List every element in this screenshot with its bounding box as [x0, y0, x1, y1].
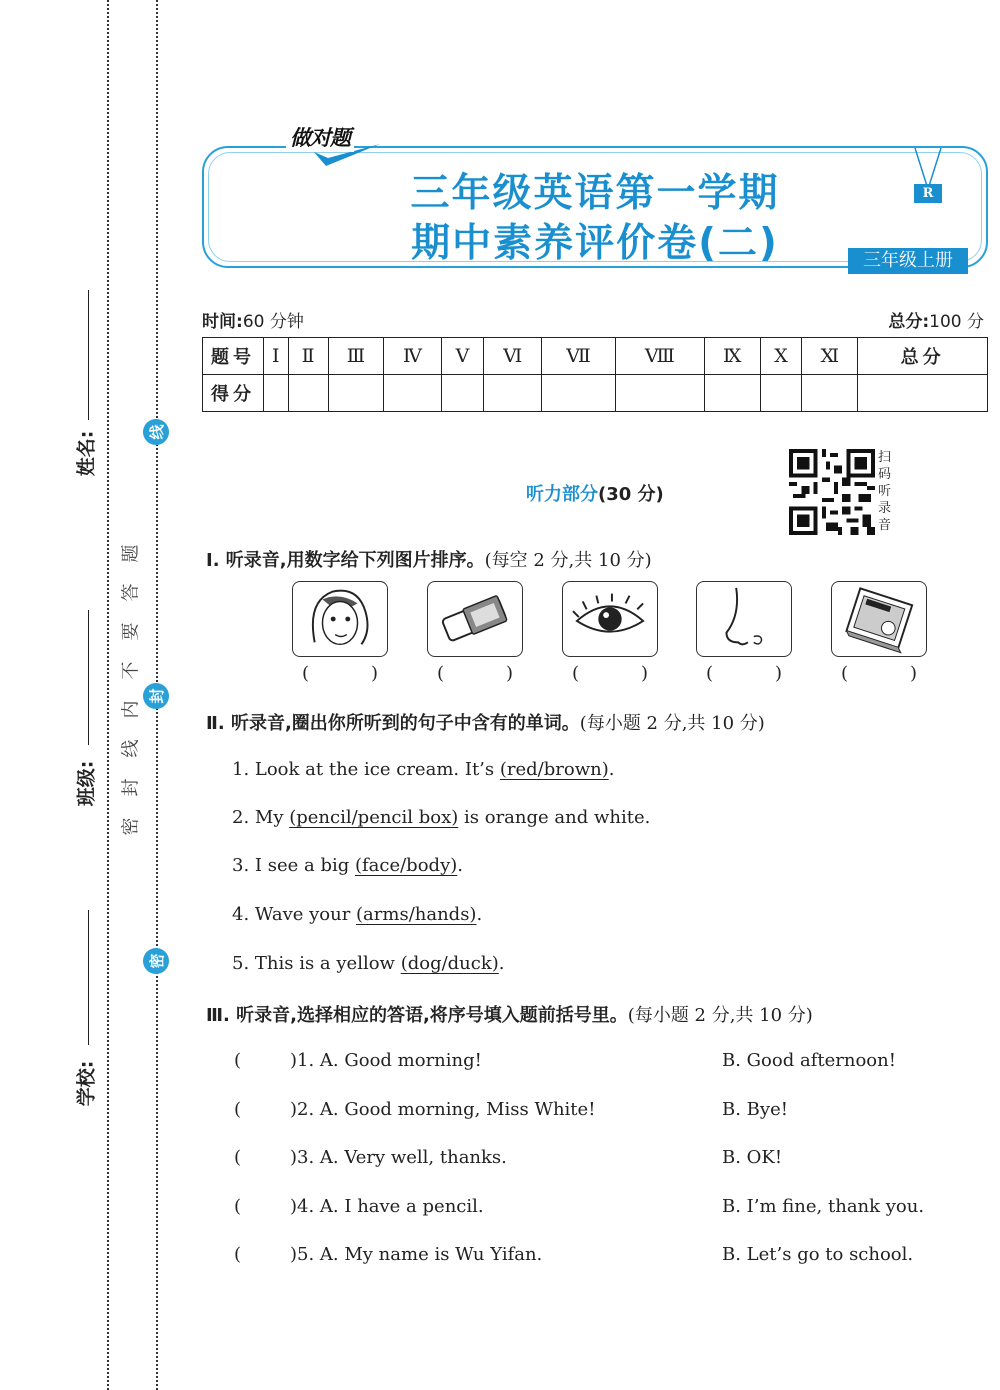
answer-paren[interactable]: ( [234, 1099, 242, 1120]
page-title-line1: 三年级英语第一学期 [410, 171, 780, 216]
score-cell[interactable] [441, 375, 483, 412]
col-10: Ⅹ [760, 338, 802, 375]
q2-item: 3. I see a big (face/body). [232, 855, 463, 876]
class-field [60, 610, 110, 807]
score-cell[interactable] [384, 375, 442, 412]
seal-seal-badge: 封 [143, 683, 169, 709]
school-label: 学校: [75, 1060, 98, 1107]
word-choice[interactable]: (pencil/pencil box) [289, 807, 459, 828]
option-a: )4. A. I have a pencil. [290, 1196, 484, 1217]
col-4: Ⅳ [384, 338, 442, 375]
q2-heading [206, 709, 765, 735]
q2-points-note: (每小题 2 分,共 10 分) [579, 713, 765, 734]
seal-secret-badge: 密 [143, 948, 169, 974]
answer-paren[interactable]: ( [234, 1196, 242, 1217]
time-label: 时间: [202, 312, 243, 332]
col-7: Ⅶ [542, 338, 616, 375]
name-blank[interactable] [88, 290, 89, 420]
col-1: Ⅰ [264, 338, 289, 375]
score-cell[interactable] [264, 375, 289, 412]
listening-section-title [526, 480, 664, 506]
q3-points-note: (每小题 2 分,共 10 分) [627, 1005, 813, 1026]
word-choice[interactable]: (face/body) [354, 855, 458, 876]
time-value: 60 分钟 [242, 312, 304, 332]
question-number-label: 题号 [203, 338, 264, 375]
answer-paren[interactable]: ( [234, 1147, 242, 1168]
qr-note-char: 音 [878, 518, 892, 533]
option-b: B. I’m fine, thank you. [722, 1196, 925, 1217]
col-8: Ⅷ [615, 338, 704, 375]
binding-note-char: 内 [120, 700, 142, 719]
banner-tag: 做对题 [286, 122, 354, 152]
score-table-score-row [203, 375, 988, 412]
option-a: )1. A. Good morning! [290, 1050, 482, 1071]
school-blank[interactable] [88, 910, 89, 1045]
school-field [60, 910, 110, 1107]
qr-scan-note [878, 449, 896, 534]
q1-heading [206, 546, 652, 572]
name-label: 姓名: [75, 430, 98, 477]
answer-paren[interactable]: ( [234, 1244, 242, 1265]
answer-blank[interactable]: ( ) [706, 663, 782, 684]
score-cell[interactable] [760, 375, 802, 412]
total-value: 100 分 [929, 312, 984, 332]
class-blank[interactable] [88, 610, 89, 745]
col-2: Ⅱ [288, 338, 328, 375]
option-b: B. Let’s go to school. [722, 1244, 914, 1265]
seal-line-badge: 线 [143, 419, 169, 445]
binding-note-char: 要 [120, 622, 142, 641]
qr-note-char: 听 [878, 484, 892, 499]
page-title-line2: 期中素养评价卷(二) [411, 221, 779, 266]
option-a: )3. A. Very well, thanks. [290, 1147, 507, 1168]
book-icon [831, 581, 927, 657]
q1-picture-row [292, 581, 928, 684]
score-cell[interactable] [615, 375, 704, 412]
score-table-header-row [203, 338, 988, 375]
total-label: 总分: [888, 312, 930, 332]
q3-heading-text: Ⅲ. 听录音,选择相应的答语,将序号填入题前括号里。 [206, 1005, 628, 1026]
total-info [888, 307, 984, 332]
score-cell[interactable] [542, 375, 616, 412]
col-6: Ⅵ [484, 338, 542, 375]
binding-note-char: 密 [120, 817, 142, 836]
binding-note-char: 不 [120, 661, 142, 680]
face-icon [292, 581, 388, 657]
score-cell[interactable] [484, 375, 542, 412]
q2-heading-text: Ⅱ. 听录音,圈出你所听到的句子中含有的单词。 [206, 713, 580, 734]
binding-note-char: 线 [120, 739, 142, 758]
header-banner [202, 118, 988, 278]
word-choice[interactable]: (dog/duck) [400, 953, 499, 974]
q2-item: 1. Look at the ice cream. It’s (red/brown). [232, 759, 615, 780]
eraser-icon [427, 581, 523, 657]
q1-points-note: (每空 2 分,共 10 分) [484, 550, 652, 571]
binding-note-char: 题 [120, 544, 142, 563]
edition-badge: R [914, 184, 942, 203]
answer-blank[interactable]: ( ) [302, 663, 378, 684]
score-label: 得分 [203, 375, 264, 412]
answer-blank[interactable]: ( ) [572, 663, 648, 684]
col-5: Ⅴ [441, 338, 483, 375]
binding-note-char: 答 [120, 583, 142, 602]
class-label: 班级: [75, 760, 98, 807]
q1-heading-text: Ⅰ. 听录音,用数字给下列图片排序。 [206, 550, 485, 571]
word-choice[interactable]: (red/brown) [499, 759, 609, 780]
qr-note-char: 码 [878, 467, 892, 482]
qr-note-char: 录 [878, 501, 892, 516]
total-score-header: 总分 [858, 338, 988, 375]
listening-title-text: 听力部分 [526, 484, 598, 505]
answer-blank[interactable]: ( ) [841, 663, 917, 684]
qr-note-char: 扫 [878, 450, 892, 465]
name-field [60, 290, 110, 480]
q2-item: 5. This is a yellow (dog/duck). [232, 953, 505, 974]
score-cell[interactable] [328, 375, 384, 412]
time-info [202, 307, 304, 332]
col-11: Ⅺ [802, 338, 858, 375]
grade-tab: 三年级上册 [848, 248, 968, 274]
listening-points: (30 分) [598, 484, 664, 505]
binding-note [116, 534, 146, 846]
answer-blank[interactable]: ( ) [437, 663, 513, 684]
option-b: B. Bye! [722, 1099, 788, 1120]
qr-code-icon[interactable] [789, 449, 875, 535]
col-3: Ⅲ [328, 338, 384, 375]
answer-paren[interactable]: ( [234, 1050, 242, 1071]
score-table [202, 337, 988, 412]
col-9: Ⅸ [704, 338, 760, 375]
score-cell[interactable] [704, 375, 760, 412]
q2-item: 4. Wave your (arms/hands). [232, 904, 483, 925]
option-b: B. OK! [722, 1147, 783, 1168]
q2-item: 2. My (pencil/pencil box) is orange and white. [232, 807, 651, 828]
nose-icon [696, 581, 792, 657]
option-a: )2. A. Good morning, Miss White! [290, 1099, 596, 1120]
total-score-cell[interactable] [858, 375, 988, 412]
option-a: )5. A. My name is Wu Yifan. [290, 1244, 543, 1265]
option-b: B. Good afternoon! [722, 1050, 896, 1071]
score-cell[interactable] [802, 375, 858, 412]
score-cell[interactable] [288, 375, 328, 412]
eye-icon [562, 581, 658, 657]
binding-note-char: 封 [120, 778, 142, 797]
q3-heading [206, 1001, 813, 1027]
word-choice[interactable]: (arms/hands) [356, 904, 477, 925]
